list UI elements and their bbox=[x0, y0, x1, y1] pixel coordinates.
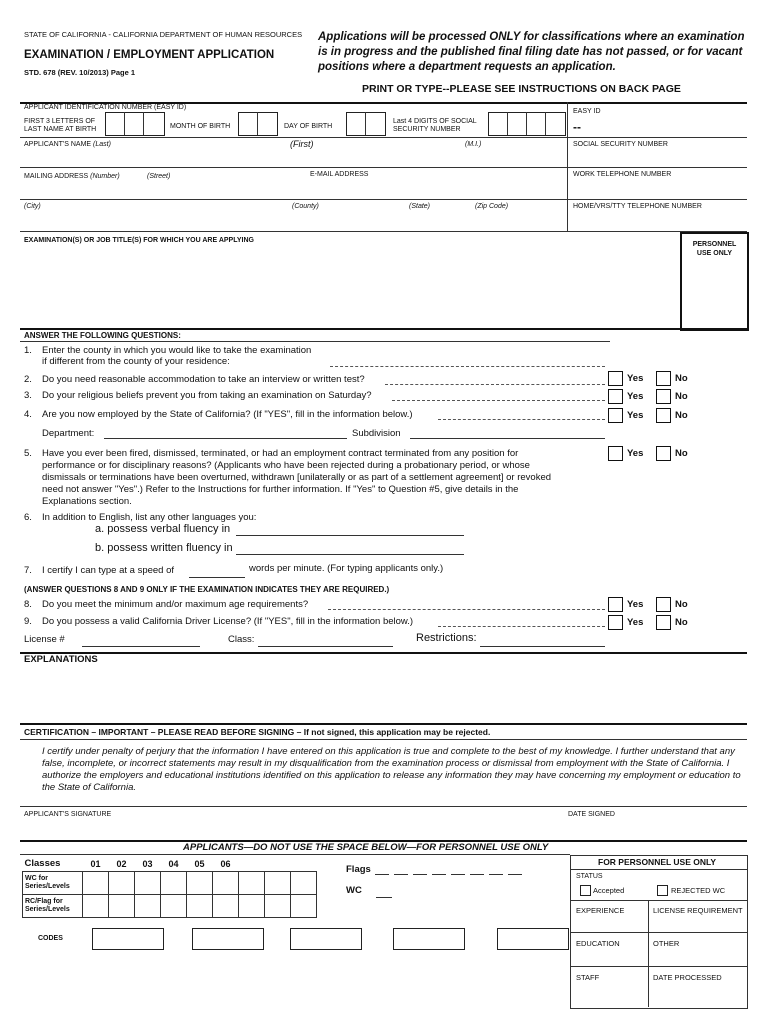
q3-no-checkbox[interactable] bbox=[656, 389, 671, 404]
q8-number: 8. bbox=[24, 599, 32, 610]
wc-input[interactable] bbox=[376, 897, 392, 898]
q7-text-b: words per minute. (For typing applicants only.) bbox=[249, 563, 444, 574]
q5-yes-label: Yes bbox=[627, 448, 644, 459]
q9-yes-label: Yes bbox=[627, 617, 644, 628]
q7-text-a: I certify I can type at a speed of bbox=[42, 565, 175, 576]
rc-cell[interactable] bbox=[291, 895, 317, 918]
form-title: EXAMINATION / EMPLOYMENT APPLICATION bbox=[24, 49, 275, 61]
wc-cell[interactable] bbox=[291, 872, 317, 895]
q4-no-label: No bbox=[675, 410, 688, 421]
wc-cell[interactable] bbox=[161, 872, 187, 895]
experience-label: EXPERIENCE bbox=[576, 906, 625, 915]
rc-cell[interactable] bbox=[213, 895, 239, 918]
q9-text: Do you possess a valid California Driver License? (If "YES", fill in the information below.) bbox=[42, 616, 414, 627]
subdivision-input[interactable] bbox=[410, 438, 605, 439]
wc-series-label: WC for Series/Levels bbox=[23, 872, 83, 895]
classes-table bbox=[22, 856, 317, 918]
day-of-birth-input[interactable] bbox=[346, 112, 386, 136]
status-label: STATUS bbox=[576, 873, 603, 880]
q8-no-label: No bbox=[675, 599, 688, 610]
code-box-2[interactable] bbox=[192, 928, 264, 950]
q9-yes-checkbox[interactable] bbox=[608, 615, 623, 630]
ssn-label: SOCIAL SECURITY NUMBER bbox=[573, 141, 668, 148]
wc-cell[interactable] bbox=[187, 872, 213, 895]
wc-cell[interactable] bbox=[109, 872, 135, 895]
rc-cell[interactable] bbox=[161, 895, 187, 918]
rc-cell[interactable] bbox=[239, 895, 265, 918]
ssn4-label: Last 4 DIGITS OF SOCIAL SECURITY NUMBER bbox=[393, 118, 477, 133]
rc-cell[interactable] bbox=[187, 895, 213, 918]
signature-label: APPLICANT'S SIGNATURE bbox=[24, 811, 112, 818]
agency-name: STATE OF CALIFORNIA - CALIFORNIA DEPARTMENT OF HUMAN RESOURCES bbox=[24, 30, 303, 39]
explanations-input[interactable] bbox=[20, 668, 747, 720]
certification-header: CERTIFICATION – IMPORTANT – PLEASE READ BEFORE SIGNING – If not signed, this application may be rejected. bbox=[24, 727, 491, 737]
month-of-birth-label: MONTH OF BIRTH bbox=[170, 123, 231, 130]
q3-no-label: No bbox=[675, 391, 688, 402]
q6a-label: a. possess verbal fluency in bbox=[95, 523, 231, 535]
first3-label: FIRST 3 LETTERS OF LAST NAME AT BIRTH bbox=[24, 118, 97, 133]
class-col-01: 01 bbox=[90, 858, 101, 869]
rc-cell[interactable] bbox=[109, 895, 135, 918]
q4-text: Are you now employed by the State of California? (If "YES", fill in the information below.) bbox=[42, 409, 413, 420]
easy-id-label: EASY ID bbox=[573, 108, 601, 115]
form-number: STD. 678 (REV. 10/2013) Page 1 bbox=[24, 68, 136, 77]
applicant-name-label: APPLICANT'S NAME (Last) bbox=[24, 141, 111, 148]
for-personnel-label: FOR PERSONNEL USE ONLY bbox=[598, 857, 717, 867]
q9-no-label: No bbox=[675, 617, 688, 628]
q8-no-checkbox[interactable] bbox=[656, 597, 671, 612]
q5-yes-checkbox[interactable] bbox=[608, 446, 623, 461]
rc-series-label: RC/Flag for Series/Levels bbox=[23, 895, 83, 918]
q6a-input[interactable] bbox=[236, 535, 464, 536]
license-requirement-label: LICENSE REQUIREMENT bbox=[653, 906, 743, 915]
county-hint: (County) bbox=[292, 203, 319, 210]
restrictions-input[interactable] bbox=[480, 646, 605, 647]
q4-yes-checkbox[interactable] bbox=[608, 408, 623, 423]
wc-cell[interactable] bbox=[239, 872, 265, 895]
q4-no-checkbox[interactable] bbox=[656, 408, 671, 423]
typing-speed-input[interactable] bbox=[189, 577, 245, 578]
wc-cell[interactable] bbox=[213, 872, 239, 895]
q2-no-label: No bbox=[675, 373, 688, 384]
work-phone-label: WORK TELEPHONE NUMBER bbox=[573, 171, 672, 178]
q6-number: 6. bbox=[24, 512, 32, 523]
q8-9-note: (ANSWER QUESTIONS 8 AND 9 ONLY IF THE EXAMINATION INDICATES THEY ARE REQUIRED.) bbox=[24, 585, 390, 594]
city-hint: (City) bbox=[24, 203, 41, 210]
processing-notice: Applications will be processed ONLY for classifications where an examination is in progress and the published final filing date has not passed, or for vacant positions where a department requests an application. bbox=[318, 31, 745, 73]
code-box-5[interactable] bbox=[497, 928, 569, 950]
q8-yes-checkbox[interactable] bbox=[608, 597, 623, 612]
q3-yes-checkbox[interactable] bbox=[608, 389, 623, 404]
ssn4-input[interactable] bbox=[488, 112, 566, 136]
q2-yes-checkbox[interactable] bbox=[608, 371, 623, 386]
email-label: E-MAIL ADDRESS bbox=[310, 171, 369, 178]
class-col-06: 06 bbox=[220, 858, 231, 869]
class-col-02: 02 bbox=[116, 858, 127, 869]
month-of-birth-input[interactable] bbox=[238, 112, 278, 136]
other-label: OTHER bbox=[653, 939, 680, 948]
q5-text: Have you ever been fired, dismissed, terminated, or had an employment contract terminated from any position for performance or for disciplinary reasons? (Applicants who have been rejected during a probationary period, or whose dismissals or terminations have been overturned, withdrawn [unilaterally or as part of a settlement agreement] or revoked need not answer "Yes".) Refer to the Instructions for further information. If "Yes" to Question #5, give details in the Explanations section. bbox=[42, 448, 552, 508]
q5-number: 5. bbox=[24, 448, 32, 459]
home-phone-label: HOME/VRS/TTY TELEPHONE NUMBER bbox=[573, 203, 702, 210]
middle-initial-hint: (M.I.) bbox=[465, 141, 482, 148]
state-hint: (State) bbox=[409, 203, 431, 210]
q3-yes-label: Yes bbox=[627, 391, 644, 402]
explanations-header: EXPLANATIONS bbox=[24, 654, 98, 665]
rc-cell[interactable] bbox=[135, 895, 161, 918]
signature-input[interactable] bbox=[130, 808, 560, 832]
wc-cell[interactable] bbox=[135, 872, 161, 895]
rejected-label: REJECTED WC bbox=[671, 886, 726, 895]
flags-input[interactable] bbox=[375, 867, 522, 877]
q4-number: 4. bbox=[24, 409, 32, 420]
education-label: EDUCATION bbox=[576, 939, 620, 948]
q6b-input[interactable] bbox=[236, 554, 464, 555]
exam-title-label: EXAMINATION(S) OR JOB TITLE(S) FOR WHICH YOU ARE APPLYING bbox=[24, 237, 254, 244]
class-col-04: 04 bbox=[168, 858, 179, 869]
codes-label: CODES bbox=[38, 935, 63, 942]
q6b-label: b. possess written fluency in bbox=[95, 542, 233, 554]
code-box-4[interactable] bbox=[393, 928, 465, 950]
wc-cell[interactable] bbox=[265, 872, 291, 895]
certification-text: I certify under penalty of perjury that the information I have entered on this application is true and complete to the best of my knowledge. I further understand that any false, incomplete, or incorrect statements may result in my disqualification from the examination process or dismissal from employment with the State of California. I authorize the employers and educational institutions identified on this application to release any information they may have concerning my employment or education to the State of California. bbox=[42, 746, 741, 793]
code-box-3[interactable] bbox=[290, 928, 362, 950]
first3-input[interactable] bbox=[105, 112, 165, 136]
q4-yes-label: Yes bbox=[627, 410, 644, 421]
subdivision-label: Subdivision bbox=[352, 428, 401, 439]
questions-header: ANSWER THE FOLLOWING QUESTIONS: bbox=[24, 331, 181, 340]
license-input[interactable] bbox=[82, 646, 200, 647]
q8-yes-label: Yes bbox=[627, 599, 644, 610]
q6-text: In addition to English, list any other languages you: bbox=[42, 512, 257, 523]
license-label: License # bbox=[24, 634, 65, 645]
department-label: Department: bbox=[42, 428, 95, 439]
q3-text: Do your religious beliefs prevent you from taking an examination on Saturday? bbox=[42, 390, 372, 401]
date-processed-label: DATE PROCESSED bbox=[653, 973, 722, 982]
code-box-1[interactable] bbox=[92, 928, 164, 950]
classes-header: Classes bbox=[24, 858, 61, 869]
rc-cell[interactable] bbox=[83, 895, 109, 918]
q2-no-checkbox[interactable] bbox=[656, 371, 671, 386]
q8-text: Do you meet the minimum and/or maximum age requirements? bbox=[42, 599, 309, 610]
q9-number: 9. bbox=[24, 616, 32, 627]
q1-number: 1. bbox=[24, 345, 32, 356]
class-label: Class: bbox=[228, 634, 255, 645]
zip-hint: (Zip Code) bbox=[475, 203, 509, 210]
wc-cell[interactable] bbox=[83, 872, 109, 895]
q3-number: 3. bbox=[24, 390, 32, 401]
day-of-birth-label: DAY OF BIRTH bbox=[284, 123, 333, 130]
applicant-id-label: APPLICANT IDENTIFICATION NUMBER (EASY ID) bbox=[24, 104, 187, 111]
q7-number: 7. bbox=[24, 565, 32, 576]
flags-label: Flags bbox=[346, 864, 371, 875]
restrictions-label: Restrictions: bbox=[416, 632, 477, 644]
wc-label: WC bbox=[346, 885, 362, 896]
q5-no-label: No bbox=[675, 448, 688, 459]
q9-no-checkbox[interactable] bbox=[656, 615, 671, 630]
mailing-address-label: MAILING ADDRESS (Number) bbox=[24, 173, 120, 180]
date-signed-input[interactable] bbox=[620, 808, 745, 832]
date-signed-label: DATE SIGNED bbox=[568, 811, 615, 818]
rc-cell[interactable] bbox=[265, 895, 291, 918]
rejected-checkbox[interactable] bbox=[657, 885, 668, 896]
q1-county-input[interactable] bbox=[330, 366, 605, 367]
print-instruction: PRINT OR TYPE--PLEASE SEE INSTRUCTIONS ON BACK PAGE bbox=[362, 83, 681, 95]
q1-text-line2: if different from the county of your residence: bbox=[42, 356, 230, 367]
q2-number: 2. bbox=[24, 374, 32, 385]
q1-text-line1: Enter the county in which you would like to take the examination bbox=[42, 345, 312, 356]
staff-label: STAFF bbox=[576, 973, 600, 982]
class-col-03: 03 bbox=[142, 858, 153, 869]
department-input[interactable] bbox=[104, 438, 347, 439]
accepted-label: Accepted bbox=[593, 886, 625, 895]
class-col-05: 05 bbox=[194, 858, 205, 869]
class-input[interactable] bbox=[258, 646, 393, 647]
street-hint: (Street) bbox=[147, 173, 171, 180]
personnel-use-label: PERSONNEL USE ONLY bbox=[692, 241, 737, 257]
easy-id-value[interactable]: -- bbox=[573, 120, 581, 134]
personnel-banner: APPLICANTS—DO NOT USE THE SPACE BELOW—FOR PERSONNEL USE ONLY bbox=[183, 842, 549, 853]
q2-text: Do you need reasonable accommodation to take an interview or written test? bbox=[42, 374, 365, 385]
q2-yes-label: Yes bbox=[627, 373, 644, 384]
personnel-use-box bbox=[680, 232, 749, 331]
accepted-checkbox[interactable] bbox=[580, 885, 591, 896]
q5-no-checkbox[interactable] bbox=[656, 446, 671, 461]
first-name-hint: (First) bbox=[290, 139, 314, 149]
